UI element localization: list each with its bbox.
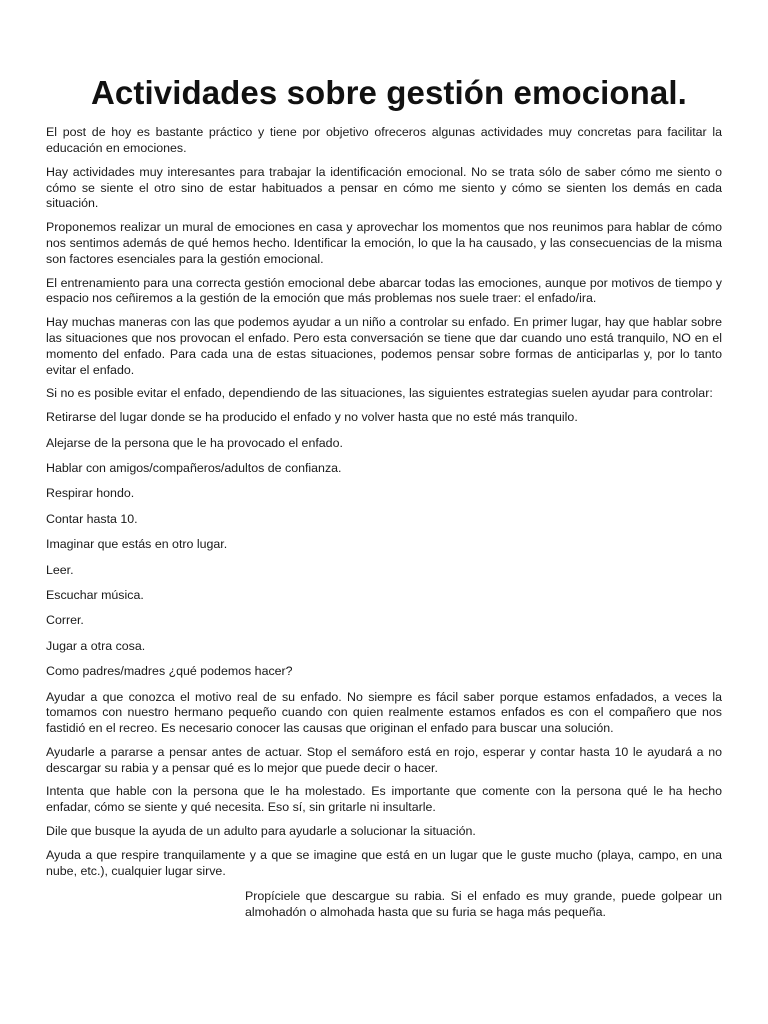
- paragraph: Ayuda a que respire tranquilamente y a que se imagine que está en un lugar que le guste mucho (playa, campo, en una nube, etc.), cualquier lugar sirve.: [46, 847, 722, 878]
- paragraph: Intenta que hable con la persona que le ha molestado. Es importante que comente con la persona qué le ha hecho enfadar, cómo se siente y qué necesita. Eso sí, sin gritarle ni insultarle.: [46, 784, 722, 815]
- strategy-item: Alejarse de la persona que le ha provocado el enfado.: [46, 435, 343, 450]
- paragraph: El post de hoy es bastante práctico y tiene por objetivo ofreceros algunas actividades muy concretas para facilitar la educación en emociones.: [46, 125, 722, 156]
- parents-question: Como padres/madres ¿qué podemos hacer?: [46, 664, 293, 679]
- strategy-item: Correr.: [46, 613, 84, 628]
- paragraph: El entrenamiento para una correcta gestión emocional debe abarcar todas las emociones, aunque por motivos de tiempo y espacio nos ceñiremos a la gestión de la emoción que más problemas nos suele traer: el enfado/ira.: [46, 275, 722, 306]
- paragraph: Hay muchas maneras con las que podemos ayudar a un niño a controlar su enfado. En primer lugar, hay que hablar sobre las situaciones que nos provocan el enfado. Pero esta conversación se tiene que dar cuando uno está tranquilo, NO en el momento del enfado. Para cada una de estas situaciones, podemos pensar sobre formas de anticiparlas y, por lo tanto evitar el enfado.: [46, 315, 722, 377]
- paragraph: Hay actividades muy interesantes para trabajar la identificación emocional. No se trata sólo de saber cómo me siento o cómo se siente el otro sino de estar habituados a pensar en cómo me siento y cómo se sienten los demás en cada situación.: [46, 164, 722, 211]
- strategy-item: Imaginar que estás en otro lugar.: [46, 537, 228, 552]
- parent-tips-section: [46, 690, 722, 880]
- intro-section: [46, 125, 722, 402]
- paragraph: Ayudar a que conozca el motivo real de su enfado. No siempre es fácil saber porque estamos enfadados, a veces la tomamos con nuestro hermano pequeño cuando con quien realmente estamos enfados es con el compañero que nos fastidió en el recreo. Es necesario conocer las causas que originan el enfado para buscar una solución.: [46, 689, 722, 736]
- strategy-item: Jugar a otra cosa.: [46, 638, 146, 653]
- paragraph: Si no es posible evitar el enfado, dependiendo de las situaciones, las siguientes estrategias suelen ayudar para controlar:: [46, 386, 713, 401]
- strategies-list: [46, 410, 722, 680]
- strategy-item: Contar hasta 10.: [46, 511, 138, 526]
- final-note: Propíciele que descargue su rabia. Si el enfado es muy grande, puede golpear un almohadón o almohada hasta que su furia se haga más pequeña.: [245, 889, 722, 920]
- strategy-item: Escuchar música.: [46, 587, 144, 602]
- document-title: Actividades sobre gestión emocional.: [91, 74, 687, 111]
- strategy-item: Retirarse del lugar donde se ha producido el enfado y no volver hasta que no esté más tranquilo.: [46, 410, 578, 425]
- strategy-item: Respirar hondo.: [46, 486, 135, 501]
- strategy-item: Leer.: [46, 562, 74, 577]
- strategy-item: Hablar con amigos/compañeros/adultos de confianza.: [46, 460, 342, 475]
- paragraph: Proponemos realizar un mural de emociones en casa y aprovechar los momentos que nos reunimos para hablar de cómo nos sentimos además de qué hemos hecho. Identificar la emoción, lo que la ha causado, y las consecuencias de la misma son factores esenciales para la gestión emocional.: [46, 220, 722, 266]
- paragraph: Ayudarle a pararse a pensar antes de actuar. Stop el semáforo está en rojo, esperar y contar hasta 10 le ayudará a no descargar su rabia y a pensar qué es lo mejor que puede decir o hacer.: [46, 744, 722, 775]
- paragraph: Dile que busque la ayuda de un adulto para ayudarle a solucionar la situación.: [46, 824, 476, 839]
